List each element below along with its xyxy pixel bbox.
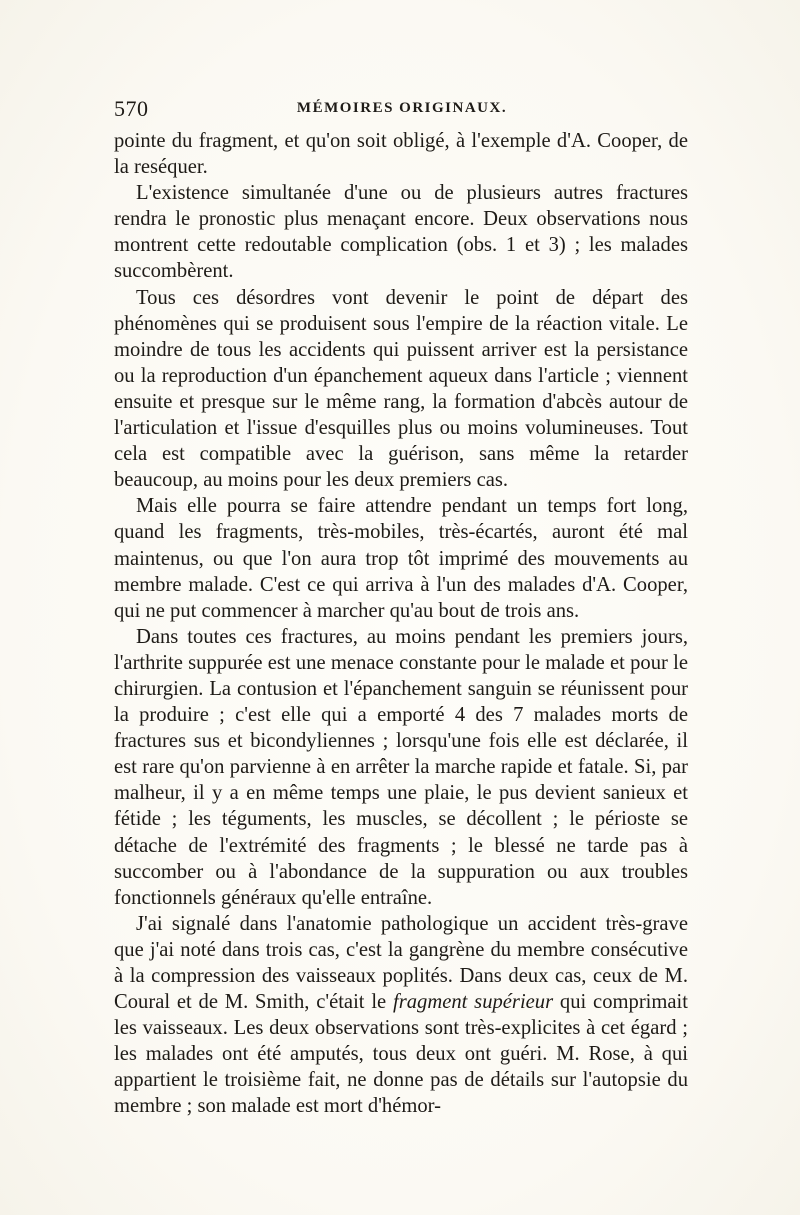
paragraph-text: J'ai signalé dans l'anatomie pathologique un accident très-grave que j'ai noté dans trois cas, c'est la gangrène du membre consécutive à la compression des vaisseaux poplités. Dans deux cas, ceux de M. Coural et de M. Smith, c'était le [114, 912, 688, 1014]
paragraph: pointe du fragment, et qu'on soit obligé, à l'exemple d'A. Cooper, de la reséquer. [114, 130, 688, 179]
paragraph: Dans toutes ces fractures, au moins pendant les premiers jours, l'arthrite suppurée est une menace constante pour le malade et pour le chirurgien. La contusion et l'épanchement sanguin se réunissent pour la produire ; c'est elle qui a emporté 4 des 7 malades morts de fractures sus et bicondyliennes ; lorsqu'une fois elle est déclarée, il est rare qu'on parvienne à en arrêter la marche rapide et fatale. Si, par malheur, il y a en même temps une plaie, le pus devient sanieux et fétide ; les téguments, les muscles, se décollent ; le périoste se détache de l'extrémité des fragments ; le blessé ne tarde pas à succomber ou à l'abondance de la suppuration ou aux troubles fonctionnels généraux qu'elle entraîne. [114, 625, 688, 909]
paragraph: L'existence simultanée d'une ou de plusieurs autres fractures rendra le pronostic plus menaçant encore. Deux observations nous montrent cette redoutable complication (obs. 1 et 3) ; les malades succombèrent. [114, 182, 688, 283]
paragraph: Mais elle pourra se faire attendre pendant un temps fort long, quand les fragments, très-mobiles, très-écartés, auront été mal maintenus, ou que l'on aura trop tôt imprimé des mouvements au membre malade. C'est ce qui arriva à l'un des malades d'A. Cooper, qui ne put commencer à marcher qu'au bout de trois ans. [114, 495, 688, 622]
running-head: MÉMOIRES ORIGINAUX. [296, 100, 508, 116]
paragraph-text: qui comprimait les vaisseaux. Les deux observations sont très-explicites à cet égard ; les malades ont été amputés, tous deux ont guéri. M. Rose, à qui appartient le troisième fait, ne donne pas de détails sur l'autopsie du membre ; son malade est mort d'hémor- [114, 991, 688, 1118]
paragraph [114, 911, 688, 1120]
italic-emphasis: fragment supérieur [393, 991, 554, 1014]
body-text [114, 128, 688, 1120]
page-header [114, 96, 690, 126]
paragraph: Tous ces désordres vont devenir le point de départ des phénomènes qui se produisent sous l'empire de la réaction vitale. Le moindre de tous les accidents qui puissent arriver est la persistance ou la reproduction d'un épanchement aqueux dans l'article ; viennent ensuite et presque sur le même rang, la formation d'abcès autour de l'articulation et l'issue d'esquilles plus ou moins volumineuses. Tout cela est compatible avec la guérison, sans même la retarder beaucoup, au moins pour les deux premiers cas. [114, 286, 688, 492]
page-number: 570 [114, 96, 149, 121]
